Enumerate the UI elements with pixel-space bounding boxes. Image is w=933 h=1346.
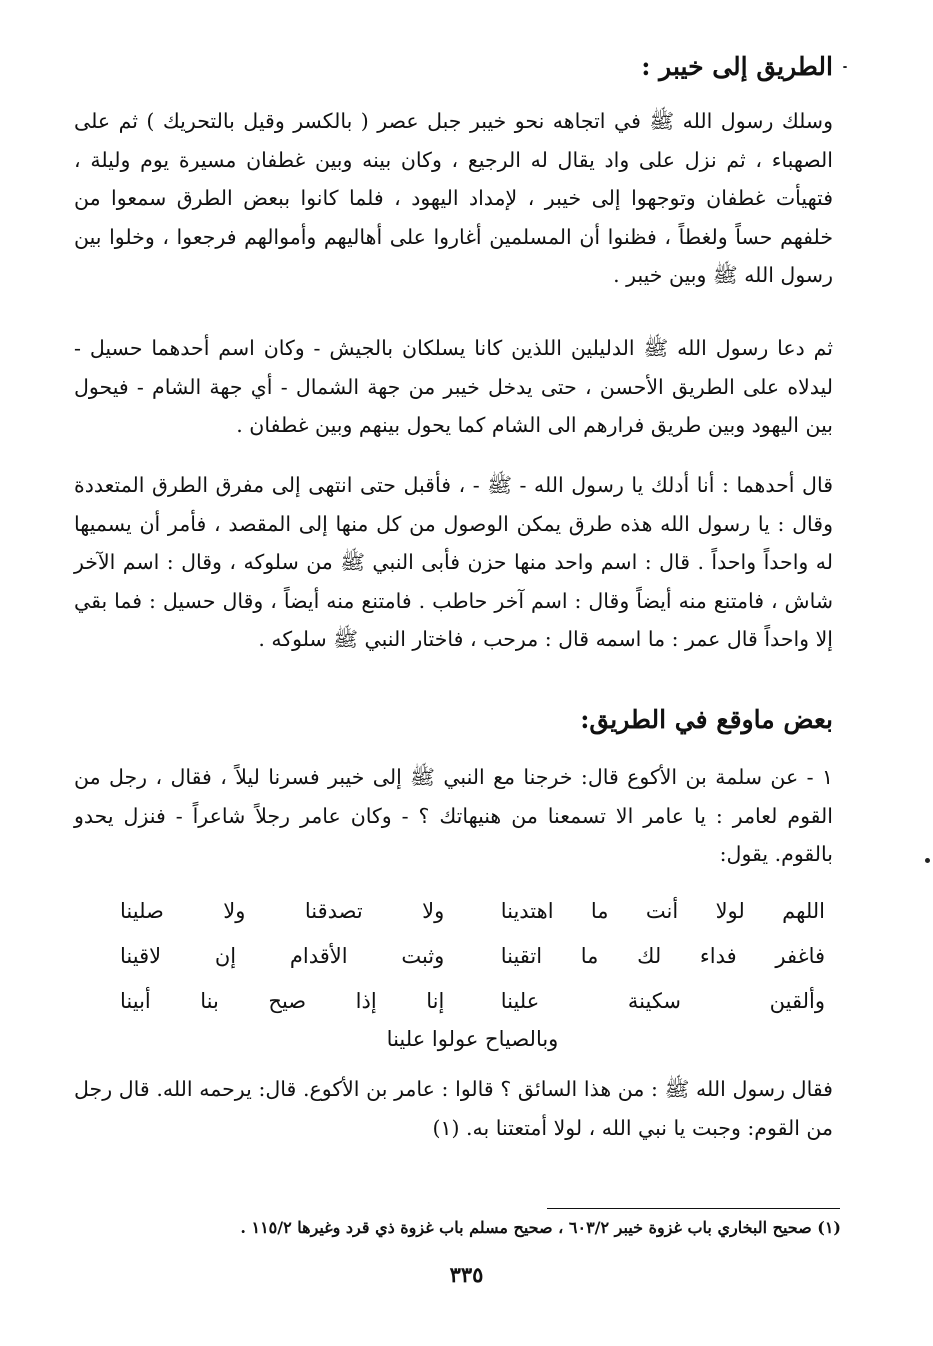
verse-second-half: وثبت الأقدام إن لاقينا [120,943,445,968]
verse-first-half: وألقين سكينة علينا [500,988,825,1013]
verse-second-half: إنا إذا صيح بنا أبينا [120,988,445,1013]
verse-second-half: ولا تصدقنا ولا صلينا [120,898,445,923]
footnote-separator [547,1208,840,1209]
paragraph-3: قال أحدهما : أنا أدلك يا رسول الله - ﷺ - ، فأقبل حتى انتهى إلى مفرق الطرق المتعددة وقال : يا رسول الله هذه طرق يمكن الوصول من كل منها إلى المقصد ، فأمر أن يسميها له واحداً واحداً . قال : اسم واحد منها حزن فأبى النبي ﷺ من سلوكه ، وقال : اسم الآخر شاش ، فامتنع منه أيضاً وقال : اسم آخر حاطب . فامتنع منه أيضاً ، وقال حسيل : فما بقي إلا واحداً قال عمر : ما اسمه قال : مرحب ، فاختار النبي ﷺ سلوكه . [74,473,833,651]
poem-verse [120,888,825,933]
paragraph-5: فقال رسول الله ﷺ : من هذا السائق ؟ قالوا : عامر بن الأكوع. قال: يرحمه الله. قال رجل من القوم: وجبت يا نبي الله ، لولا أمتعتنا به. (١) [74,1077,833,1140]
paragraph-2: ثم دعا رسول الله ﷺ الدليلين اللذين كانا يسلكان بالجيش - وكان اسم أحدهما حسيل - ليدلاه على الطريق الأحسن ، حتى يدخل خيبر من جهة الشمال - أي جهة الشام - فيحول بين اليهود وبين طريق فرارهم الى الشام كما يحول بينهم وبين غطفان . [74,336,833,437]
paragraph-1: وسلك رسول الله ﷺ في اتجاهه نحو خيبر جبل عصر ( بالكسر وقيل بالتحريك ) ثم على الصهباء ، ثم نزل على واد يقال له الرجيع ، وكان بينه وبين غطفان مسيرة يوم وليلة ، فتهيأت غطفان وتوجهوا إلى خيبر ، لإمداد اليهود ، فلما كانوا ببعض الطرق سمعوا من خلفهم حساً ولغطاً ، فظنوا أن المسلمين أغاروا على أهاليهم وأموالهم فرجعوا ، وخلوا بين رسول الله ﷺ وبين خيبر . [74,109,833,287]
section-heading-events-on-road: بعض ماوقع في الطريق: [580,705,833,734]
footnote: (١) صحيح البخاري باب غزوة خيبر ٦٠٣/٢ ، صحيح مسلم باب غزوة ذي قرد وغيرها ١١٥/٢ . [240,1218,841,1237]
poem-verse [120,978,825,1023]
section-heading-road-to-khaybar: الطريق إلى خيبر : [641,52,833,81]
poem-verse [120,933,825,978]
scan-speck [925,858,930,863]
paragraph-4: ١ - عن سلمة بن الأكوع قال: خرجنا مع النبي ﷺ إلى خيبر فسرنا ليلاً ، فقال ، رجل من القوم لعامر : يا عامر الا تسمعنا من هنيهاتك ؟ - وكان عامر رجلاً شاعراً - فنزل يحدو بالقوم. يقول: [74,765,833,866]
scan-speck [843,66,847,68]
verse-first-half: فاغفر فداء لك ما اتقينا [500,943,825,968]
page-number: ٣٣٥ [449,1262,484,1287]
verse-first-half: اللهم لولا أنت ما اهتدينا [500,898,825,923]
poem [120,888,825,1051]
poem-last-line: وبالصياح عولوا علينا [386,1027,559,1051]
